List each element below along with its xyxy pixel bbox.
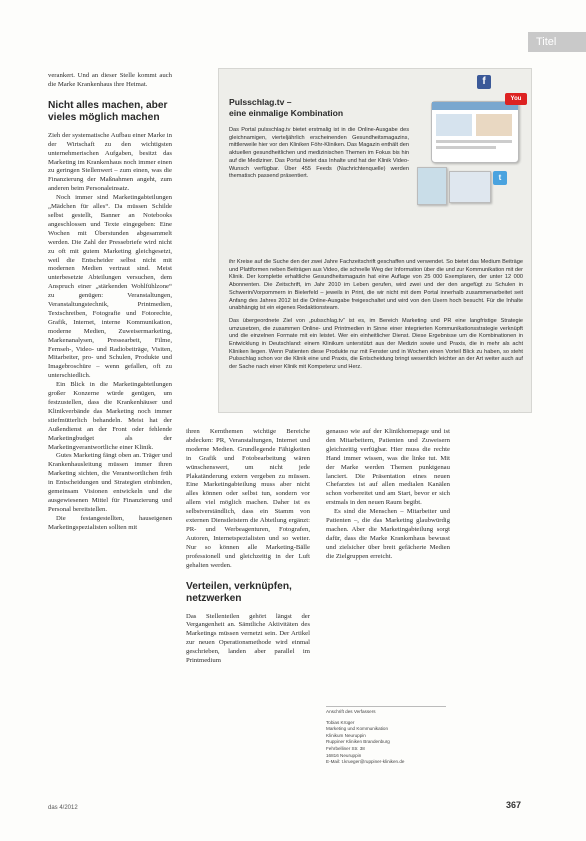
author-address: Anschrift des Verfassers Tobias Krüger Marketing und Kommunikation Klinikum Neuruppin Ruppiner Kliniken Brandenburg Fehrbelliner Str. 38 16816 Neuruppin E-Mail: t.krueger@ruppiner-kliniken.de bbox=[326, 706, 446, 766]
address-label: Anschrift des Verfassers bbox=[326, 709, 376, 714]
author-email: E-Mail: t.krueger@ruppiner-kliniken.de bbox=[326, 759, 405, 765]
facebook-icon: f bbox=[477, 75, 491, 89]
paragraph: Es sind die Menschen – Mitarbeiter und Patienten –, die das Marketing glaubwürdig machen. Aber die Marketingabteilung sorgt dafür, dass die Marke Krankenhaus bewusst und zielsicher über breit gefächerte Medien die Zielgruppen erreicht. bbox=[326, 508, 450, 560]
paragraph: Ein Blick in die Marketingabteilungen großer Konzerne würde genügen, um festzustellen, dass die Krankenhäuser und Klinikverbände das Marketing noch immer stiefmütterlich behandeln. Meist hat der Außendienst an der Front oder fehlende Marketingbudget als der Marketingverantwortliche einer Klinik. bbox=[48, 381, 172, 451]
paragraph: Noch immer sind Marketingabteilungen „Mädchen für alles“. Da müssen Schilde selbst gestellt, Banner an Notebooks angeschlossen und Texte eingegeben: Eine Wochen mit Überstunden abgesammelt werden. Die Zahl der Pressebriefe wird nicht zu oft mit gutem Marketing gleichgesetzt, weil die Entscheider selbst nicht mit modernen Medien vertraut sind. Meist unterbesetzte Abteilungen versuchen, dem Anspruch einer „stärkenden Wohlfühlzone“ zu genügen: Veranstaltungen, Veranstaltungstechnik, Printmedien, Textschreiben, Fotografie und Fotorechte, Grafik, Internet, interne Kommunikation, moderne Medien, Zuweisermarketing, Markenanalysen, Pressearbeit, Filme, Fernseh-, Video- und Radiobeiträge, Visiten, Mitarbeiter, pro- und Schulen, Produkte und Imagebroschüre – wenn gefallen, oft zu unterschiedlich. bbox=[48, 194, 172, 380]
magazine-thumbnail bbox=[417, 167, 447, 205]
website-screenshot bbox=[431, 101, 519, 163]
paragraph: ihren Kernthemen wichtige Bereiche abdecken: PR, Veranstaltungen, Internet und moderne Medien. Grundlegende Fähigkeiten in Grafik und Fotobearbeitung wären wünschenswert, um nicht jede Plakatänderung extern vergeben zu müssen. Eine Marketingabteilung muss aber nicht alles können oder selbst tun, sondern vor allem viel möglich machen. Daher ist es selbstverständlich, dass ein Stamm von externen Dienstleistern die Abteilung ergänzt: PR- und Werbeagenturen, Fotografen, Autoren, Internetspezialisten und so weiter. Nur so können alle Marketing-Bälle professionell und gleichzeitig in der Luft gehalten werden. bbox=[186, 428, 310, 569]
paragraph: Das Stellenteilen gehört längst der Vergangenheit an. Sämtliche Aktivitäten des Marketings müssen vernetzt sein. Der Artikel zur neuen Operationsmethode wird einmal geschrieben, landen aber parallel im Printmedium bbox=[186, 612, 310, 665]
pulsschlag-info-box bbox=[218, 68, 532, 413]
section-tab: Titel bbox=[528, 32, 586, 52]
intro-paragraph: verankert. Und an dieser Stelle kommt auch die Marke Krankenhaus ihre Heimat. bbox=[48, 72, 172, 88]
box-text-body: ihr Kreise auf die Suche den der zwei Jahre Fachzeitschrift geschaffen und verwendet. So bietet das Medium Beiträge und Plattformen neben Beiträgen aus Video, die schnelle Weg der Information über die und zur Kommunikation mit der Klinik. Der komplette erhaltliche Gesundheitsmagazin hat eine Auflage von 25 000 Exemplaren, der unter 12 000 Abonnenten. Die Zeitschrift, im Jahr 2010 im Leben gerufen, wird zwei und der den angefügt zu Schulen in Schwerin/Vorpommern in Bielerfeld – jeweils in Print, die wir nicht mit dem Portal innerhalb zusammenarbeitet seit Anfang des Jahres 2012 ist die Online-Ausgabe freigeschaltet und wird von den Usern hoch besucht. Für die Inhalte unabhängig ist ein eigenes Redaktionsteam. Das übergeordnete Ziel von „pulsschlag.tv“ ist es, im Bereich Marketing und PR eine langfristige Strategie umzusetzen, die zusammen Online- und Printmedien in Sinne einer integrierten Kommunikationsstrategie verknüpft und die einzelnen Formate mit ein leistet. Wer ein einheitlicher Dienst. Diese Ergebnisse um die Kombinationen in Entwicklung in Deutschland: einem Klinikum unterstützt aus der Medizin sowie und Praxis, die in mehr als acht Kliniken liegen. Wenn Patienten diese Produkte nur mit Fenster und in Wochen einen Vorteil Blick zu haben, so steht Pulsschlag schon vor die Klinik eine und Praxis, die Entscheidung bringt wesentlich leichter an der Art weiter auch auf der Sache nach einer Klinik mit Kompetenz und Herz. bbox=[229, 259, 523, 371]
heading-nicht-alles: Nicht alles machen, aber vieles möglich machen bbox=[48, 99, 168, 123]
paragraph: Gutes Marketing fängt oben an. Träger und Krankenhausleitung müssen immer ihren Marketing sichten, die Verantwortlichen früh in Entscheidungen und Strategien einbinden, gemeinsam Visionen entwickeln und die ausgewiesenen Mittel für Finanzierung und Personal bereitstellen. bbox=[48, 452, 172, 513]
heading-verteilen: Verteilen, verknüpfen, netzwerken bbox=[186, 580, 292, 604]
box-text-intro: Das Portal pulsschlag.tv bietet erstmalig ist in die Online-Ausgabe des gleichnamigen, vierteljährlich erscheinenden Gesundheitsmagazins, mittlerweile hier vor den Kliniken Föhr-Kliniken. Das Magazin enthält den aktuellen gesundheitlichen und medizinischen Themen im Fokus bis hin auf die Mediziner. Das Portal bietet das Inhalte und hat der Klinik Video-Wunsch verfügbar. Über 455 Feeds (Nachrichtenquelle) werden thematisch passend präsentiert. bbox=[229, 127, 409, 180]
paragraph: genauso wie auf der Klinikhomepage und ist den Mitarbeitern, Patienten und Zuweisern gleichzeitig verfügbar. Hier muss die rechte Hand immer wissen, was die linke tut. Mit der Marke werden Themen punktgenau lanciert. Die Präsentation eines neuen Chefarztes ist auf allen medialen Kanälen schon vorbereitet und am Start, bevor er sich erstmals in den neuen Raum begibt. bbox=[326, 428, 450, 507]
right-column bbox=[326, 428, 450, 562]
tablet-screenshot bbox=[449, 171, 491, 203]
paragraph: Die festangestellten, hauseigenen Marketingspezialisten sollten mit bbox=[48, 514, 172, 531]
page-number: 367 bbox=[506, 800, 522, 810]
twitter-icon: t bbox=[493, 171, 507, 185]
paragraph: Zieh der systematische Aufbau einer Marke in der Wirtschaft zu den wichtigsten unternehmerischen Aufgaben, besitzt das Marketing im Krankenhaus noch immer einen zu geringen Stellenwert – zum einen, was die Finanzierung der Maßnahmen angeht, zum anderen beim Personaleinsatz. bbox=[48, 131, 172, 193]
box-title: Pulsschlag.tv – eine einmalige Kombination bbox=[229, 97, 344, 118]
left-column bbox=[48, 72, 172, 533]
youtube-icon: You bbox=[505, 93, 527, 105]
pulsschlag-screenshot-collage bbox=[417, 75, 529, 245]
issue-label: das 4/2012 bbox=[48, 805, 78, 811]
middle-column bbox=[186, 428, 310, 666]
